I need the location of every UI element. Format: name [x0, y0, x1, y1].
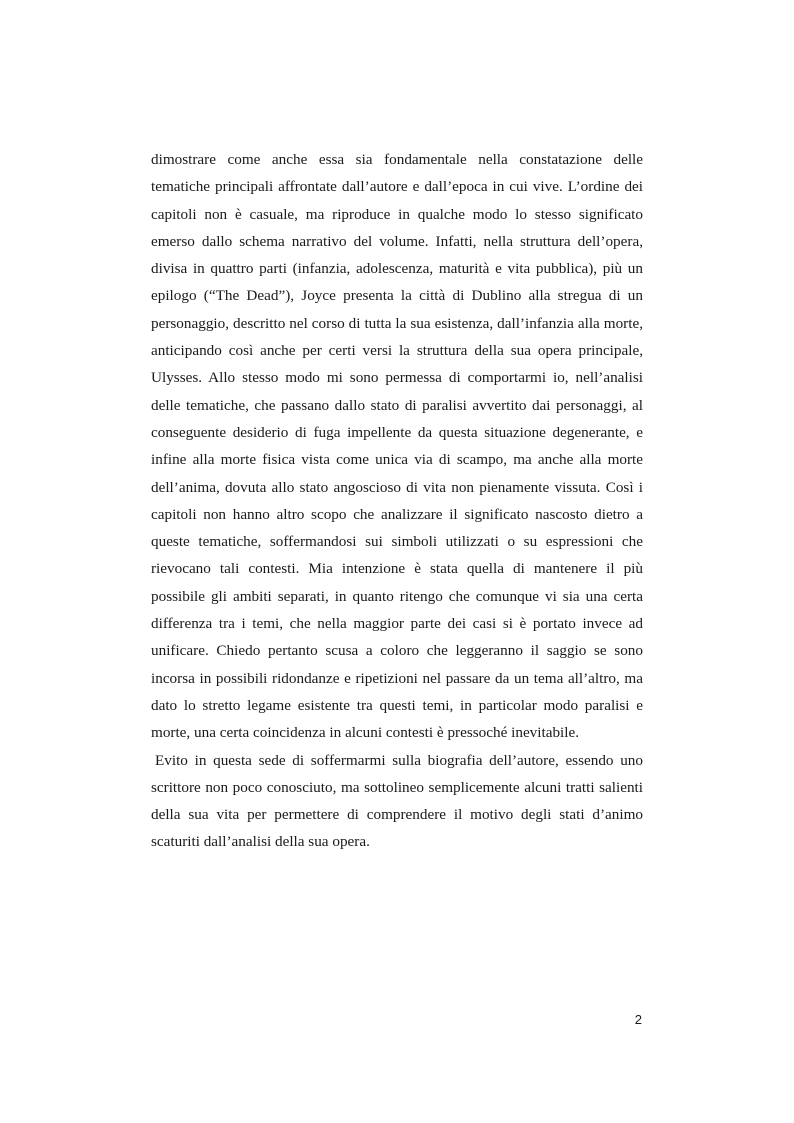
page-number: 2 [634, 1012, 642, 1027]
body-text [151, 146, 643, 856]
paragraph-1: dimostrare come anche essa sia fondamentale nella constatazione delle tematiche principali affrontate dall’autore e dall’epoca in cui vive. L’ordine dei capitoli non è casuale, ma riproduce in qualche modo lo stesso significato emerso dallo schema narrativo del volume. Infatti, nella struttura dell’opera, divisa in quattro parti (infanzia, adolescenza, maturità e vita pubblica), più un epilogo (“The Dead”), Joyce presenta la città di Dublino alla stregua di un personaggio, descritto nel corso di tutta la sua esistenza, dall’infanzia alla morte, anticipando così anche per certi versi la struttura della sua opera principale, Ulysses. Allo stesso modo mi sono permessa di comportarmi io, nell’analisi delle tematiche, che passano dallo stato di paralisi avvertito dai personaggi, al conseguente desiderio di fuga impellente da questa situazione degenerante, e infine alla morte fisica vista come unica via di scampo, ma anche alla morte dell’anima, dovuta allo stato angoscioso di vita non pienamente vissuta. Così i capitoli non hanno altro scopo che analizzare il significato nascosto dietro a queste tematiche, soffermandosi sui simboli utilizzati o su espressioni che rievocano tali contesti. Mia intenzione è stata quella di mantenere il più possibile gli ambiti separati, in quanto ritengo che comunque vi sia una certa differenza tra i temi, che nella maggior parte dei casi si è portato invece ad unificare. Chiedo pertanto scusa a coloro che leggeranno il saggio se sono incorsa in possibili ridondanze e ripetizioni nel passare da un tema all’altro, ma dato lo stretto legame esistente tra questi temi, in particolar modo paralisi e morte, una certa coincidenza in alcuni contesti è pressoché inevitabile. [151, 151, 643, 742]
paragraph-2: Evito in questa sede di soffermarmi sulla biografia dell’autore, essendo uno scrittore non poco conosciuto, ma sottolineo semplicemente alcuni tratti salienti della sua vita per permettere di comprendere il motivo degli stati d’animo scaturiti dall’analisi della sua opera. [151, 751, 643, 851]
